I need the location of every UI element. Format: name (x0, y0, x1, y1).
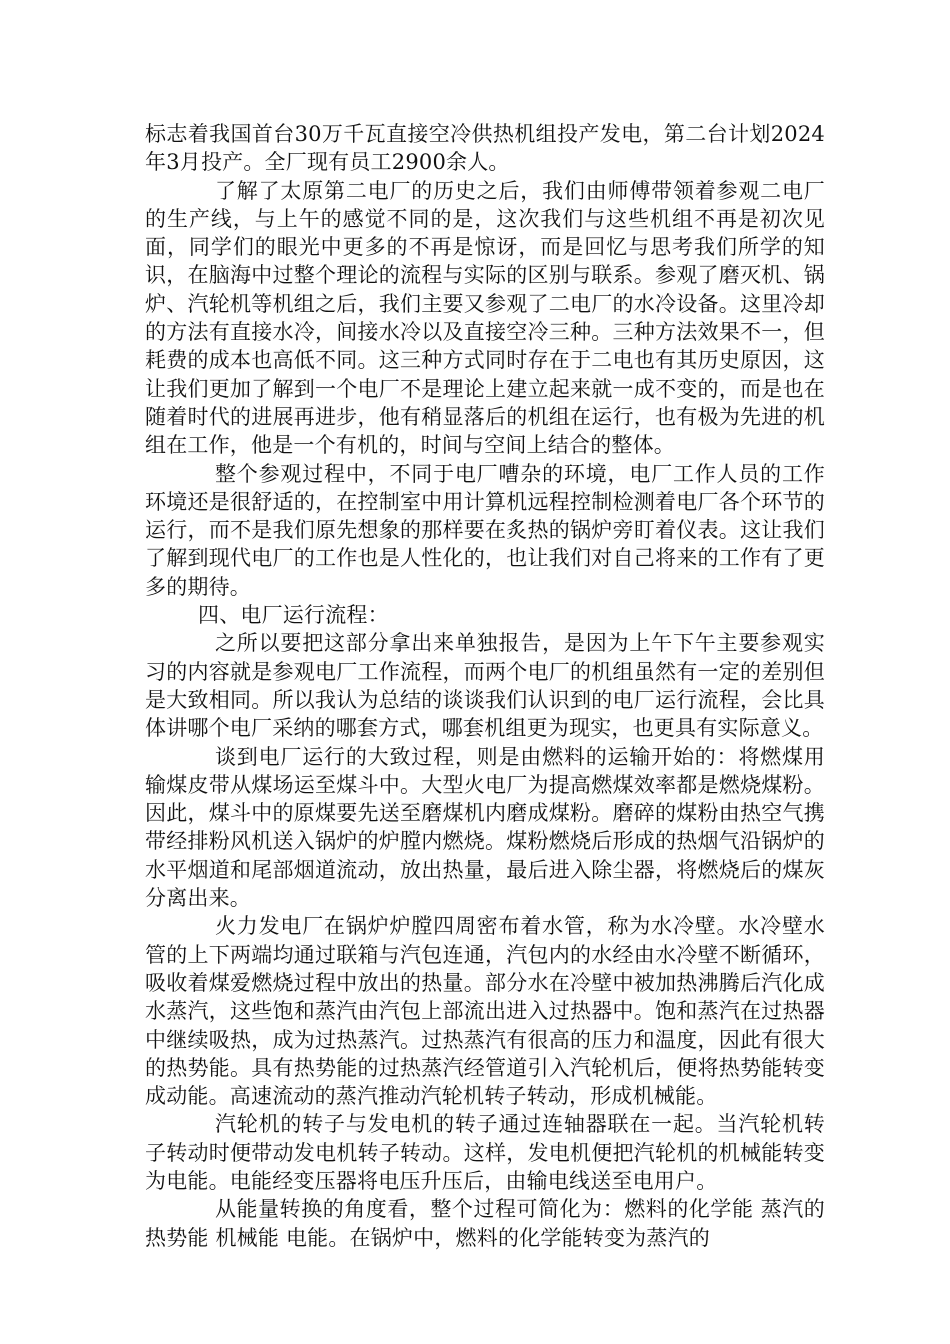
paragraph-9: 从能量转换的角度看，整个过程可简化为：燃料的化学能 蒸汽的热势能 机械能 电能。在锅炉中，燃料的化学能转变为蒸汽的 (145, 1197, 825, 1250)
paragraph-7: 火力发电厂在锅炉炉膛四周密布着水管，称为水冷壁。水冷壁水管的上下两端均通过联箱与汽包连通，汽包内的水经由水冷壁不断循环，吸收着煤爱燃烧过程中放出的热量。部分水在冷壁中被加热沸腾后汽化成水蒸汽，这些饱和蒸汽由汽包上部流出进入过热器中。饱和蒸汽在过热器中继续吸热，成为过热蒸汽。过热蒸汽有很高的压力和温度，因此有很大的热势能。具有热势能的过热蒸汽经管道引入汽轮机后，便将热势能转变成动能。高速流动的蒸汽推动汽轮机转子转动，形成机械能。 (145, 914, 825, 1109)
paragraph-8: 汽轮机的转子与发电机的转子通过连轴器联在一起。当汽轮机转子转动时便带动发电机转子转动。这样，发电机便把汽轮机的机械能转变为电能。电能经变压器将电压升压后，由输电线送至电用户。 (145, 1112, 825, 1193)
paragraph-5: 之所以要把这部分拿出来单独报告，是因为上午下午主要参观实习的内容就是参观电厂工作流程，而两个电厂的机组虽然有一定的差别但是大致相同。所以我认为总结的谈谈我们认识到的电厂运行流程，会比具体讲哪个电厂采纳的哪套方式，哪套机组更为现实，也更具有实际意义。 (145, 631, 825, 741)
paragraph-2: 了解了太原第二电厂的历史之后，我们由师傅带领着参观二电厂的生产线，与上午的感觉不同的是，这次我们与这些机组不再是初次见面，同学们的眼光中更多的不再是惊讶，而是回忆与思考我们所学的知识，在脑海中过整个理论的流程与实际的区别与联系。参观了磨灭机、锅炉、汽轮机等机组之后，我们主要又参观了二电厂的水冷设备。这里冷却的方法有直接水冷，间接水冷以及直接空冷三种。三种方法效果不一，但耗费的成本也高低不同。这三种方式同时存在于二电也有其历史原因，这让我们更加了解到一个电厂不是理论上建立起来就一成不变的，而是也在随着时代的进展再进步，他有稍显落后的机组在运行，也有极为先进的机组在工作，他是一个有机的，时间与空间上结合的整体。 (145, 178, 825, 458)
document-body (145, 120, 825, 1252)
paragraph-3: 整个参观过程中，不同于电厂嘈杂的环境，电厂工作人员的工作环境还是很舒适的，在控制室中用计算机远程控制检测着电厂各个环节的运行，而不是我们原先想象的那样要在炙热的锅炉旁盯着仪表。这让我们了解到现代电厂的工作也是人性化的，也让我们对自己将来的工作有了更多的期待。 (145, 461, 825, 599)
paragraph-6: 谈到电厂运行的大致过程，则是由燃料的运输开始的：将燃煤用输煤皮带从煤场运至煤斗中。大型火电厂为提高燃煤效率都是燃烧煤粉。因此，煤斗中的原煤要先送至磨煤机内磨成煤粉。磨碎的煤粉由热空气携带经排粉风机送入锅炉的炉膛内燃烧。煤粉燃烧后形成的热烟气沿锅炉的水平烟道和尾部烟道流动，放出热量，最后进入除尘器，将燃烧后的煤灰分离出来。 (145, 744, 825, 911)
section-heading: 四、电厂运行流程： (198, 603, 389, 628)
paragraph-1: 标志着我国首台30万千瓦直接空冷供热机组投产发电，第二台计划2024年3月投产。全厂现有员工2900余人。 (145, 122, 825, 175)
